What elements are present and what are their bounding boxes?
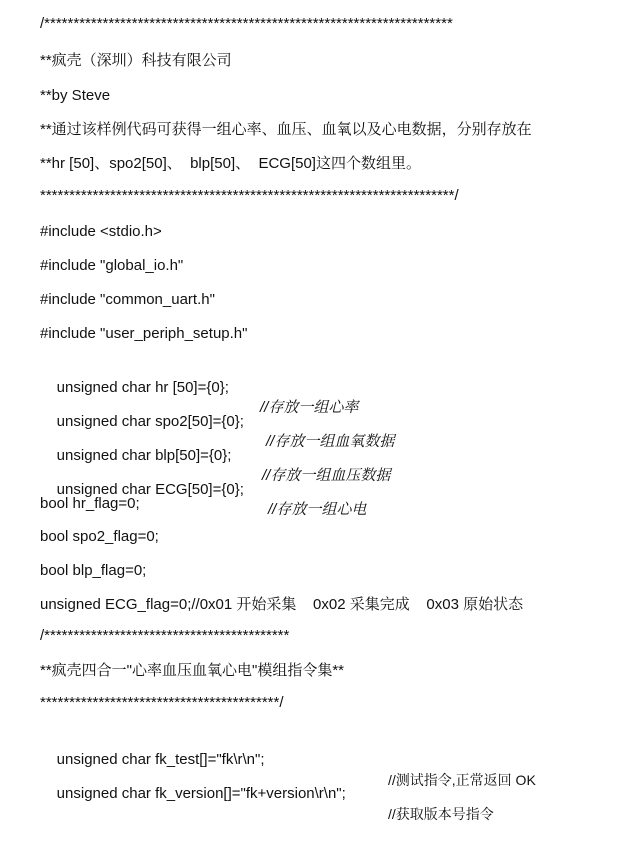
- doc-line: #include <stdio.h>: [40, 223, 162, 240]
- doc-line: **疯壳四合一"心率血压血氧心电"模组指令集**: [40, 662, 345, 679]
- doc-line: **通过该样例代码可获得一组心率、血压、血氧以及心电数据，分别存放在: [40, 121, 532, 138]
- doc-line: /**********************************************************************: [40, 15, 453, 32]
- doc-line: /******************************************: [40, 627, 290, 644]
- doc-line: **疯壳（深圳）科技有限公司: [40, 52, 232, 69]
- code-comment: //存放一组心率: [260, 399, 359, 416]
- doc-line: bool spo2_flag=0;: [40, 528, 159, 545]
- doc-line: #include "common_uart.h": [40, 291, 215, 308]
- doc-line: **hr [50]、spo2[50]、 blp[50]、 ECG[50]这四个数组里。: [40, 155, 421, 172]
- code-text: unsigned char hr [50]={0};: [56, 379, 229, 396]
- doc-line: ***********************************************************************/: [40, 187, 459, 204]
- doc-line: #include "global_io.h": [40, 257, 184, 274]
- code-comment: //存放一组心电: [268, 501, 367, 518]
- doc-line: unsigned ECG_flag=0;//0x01 开始采集 0x02 采集完成 0x03 原始状态: [40, 596, 524, 613]
- code-text: unsigned char fk_version[]="fk+version\r\n";: [56, 785, 346, 802]
- code-comment: //测试指令,正常返回 OK: [388, 772, 536, 788]
- code-comment: //存放一组血压数据: [262, 467, 391, 484]
- doc-line: #include "user_periph_setup.h": [40, 325, 248, 342]
- code-text: unsigned char spo2[50]={0};: [56, 413, 244, 430]
- code-comment: //获取版本号指令: [388, 806, 494, 822]
- code-comment: //存放一组血氧数据: [266, 433, 395, 450]
- doc-line: bool hr_flag=0;: [40, 495, 140, 512]
- doc-line: *****************************************/: [40, 694, 284, 711]
- doc-line: [40, 358, 359, 416]
- code-text: unsigned char ECG[50]={0};: [56, 481, 244, 498]
- code-text: unsigned char blp[50]={0};: [56, 447, 232, 464]
- code-text: unsigned char fk_test[]="fk\r\n";: [56, 751, 265, 768]
- doc-line: [40, 730, 536, 788]
- doc-line: bool blp_flag=0;: [40, 562, 147, 579]
- doc-line: **by Steve: [40, 87, 111, 104]
